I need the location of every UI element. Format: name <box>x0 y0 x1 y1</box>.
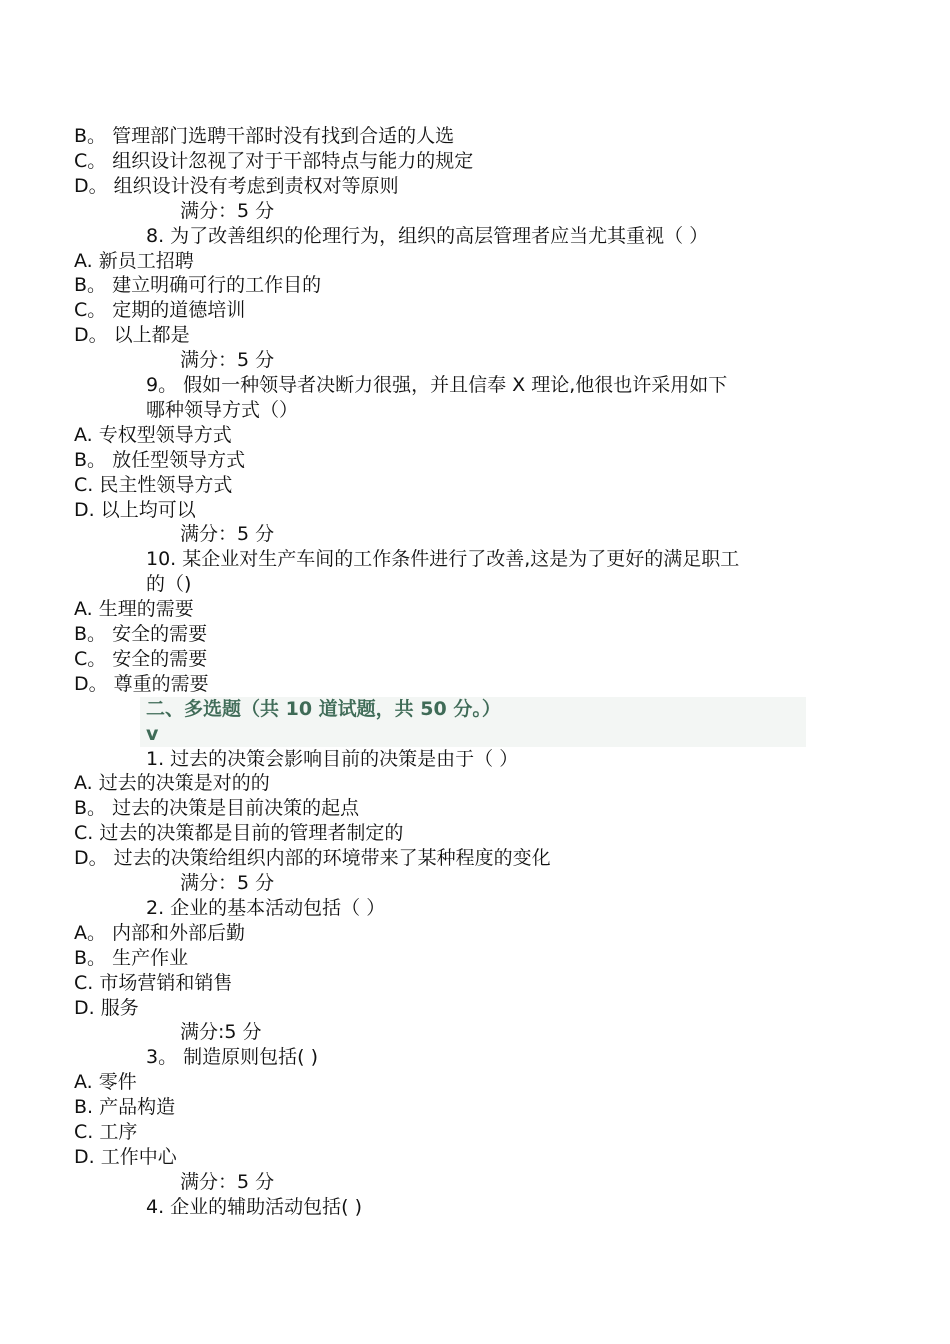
answer-option: B。 建立明确可行的工作目的 <box>74 274 322 297</box>
answer-option: C. 工序 <box>74 1121 138 1143</box>
question-text: 1. 过去的决策会影响目前的决策是由于（ ） <box>146 747 519 770</box>
answer-option: B。 安全的需要 <box>74 623 208 645</box>
answer-option: A. 过去的决策是对的的 <box>74 772 270 795</box>
score-label: 满分：5 分 <box>180 872 275 894</box>
answer-option: D. 工作中心 <box>74 1145 177 1168</box>
answer-option: C. 过去的决策都是目前的管理者制定的 <box>74 822 404 845</box>
question-text: 4. 企业的辅助活动包括( ) <box>146 1195 363 1218</box>
answer-option: D. 以上均可以 <box>74 498 196 521</box>
score-label: 满分：5 分 <box>180 199 275 222</box>
answer-option: A。 内部和外部后勤 <box>74 921 246 944</box>
answer-option: D。 以上都是 <box>74 324 190 347</box>
score-label: 满分：5 分 <box>180 523 275 546</box>
question-text: 2. 企业的基本活动包括（ ） <box>146 896 386 919</box>
question-text: 10. 某企业对生产车间的工作条件进行了改善,这是为了更好的满足职工 <box>146 548 740 571</box>
question-text: 8. 为了改善组织的伦理行为，组织的高层管理者应当尤其重视（ ） <box>146 224 709 247</box>
answer-option: B. 产品构造 <box>74 1096 176 1119</box>
answer-option: D。 过去的决策给组织内部的环境带来了某种程度的变化 <box>74 847 551 870</box>
section-heading: 二、多选题（共 10 道试题，共 50 分。） <box>146 697 501 720</box>
answer-option: A. 专权型领导方式 <box>74 423 232 446</box>
answer-option: A. 零件 <box>74 1071 137 1094</box>
answer-option: B。 生产作业 <box>74 946 189 969</box>
answer-option: D。 组织设计没有考虑到责权对等原则 <box>74 174 399 197</box>
question-text-continued: 的（) <box>146 573 192 596</box>
answer-option: D. 服务 <box>74 996 139 1019</box>
answer-option: B。 过去的决策是目前决策的起点 <box>74 797 360 820</box>
score-label: 满分：5 分 <box>180 349 275 372</box>
question-text-continued: 哪种领导方式（） <box>146 398 299 421</box>
answer-option: C。 安全的需要 <box>74 647 208 670</box>
score-label: 满分:5 分 <box>180 1021 262 1044</box>
answer-option: A. 新员工招聘 <box>74 249 194 272</box>
question-text: 9。 假如一种领导者决断力很强，并且信奉 X 理论,他很也许采用如下 <box>146 374 728 396</box>
answer-option: B。 放任型领导方式 <box>74 448 246 471</box>
answer-option: C. 民主性领导方式 <box>74 473 233 496</box>
answer-option: C. 市场营销和销售 <box>74 971 233 994</box>
score-label: 满分：5 分 <box>180 1170 275 1193</box>
answer-option: C。 定期的道德培训 <box>74 299 246 322</box>
question-text: 3。 制造原则包括( ) <box>146 1046 318 1069</box>
answer-option: C。 组织设计忽视了对于干部特点与能力的规定 <box>74 149 474 172</box>
answer-option: B。 管理部门选聘干部时没有找到合适的人选 <box>74 125 455 147</box>
answer-option: D。 尊重的需要 <box>74 672 209 695</box>
answer-option: A. 生理的需要 <box>74 598 194 621</box>
section-heading: v <box>146 722 159 745</box>
